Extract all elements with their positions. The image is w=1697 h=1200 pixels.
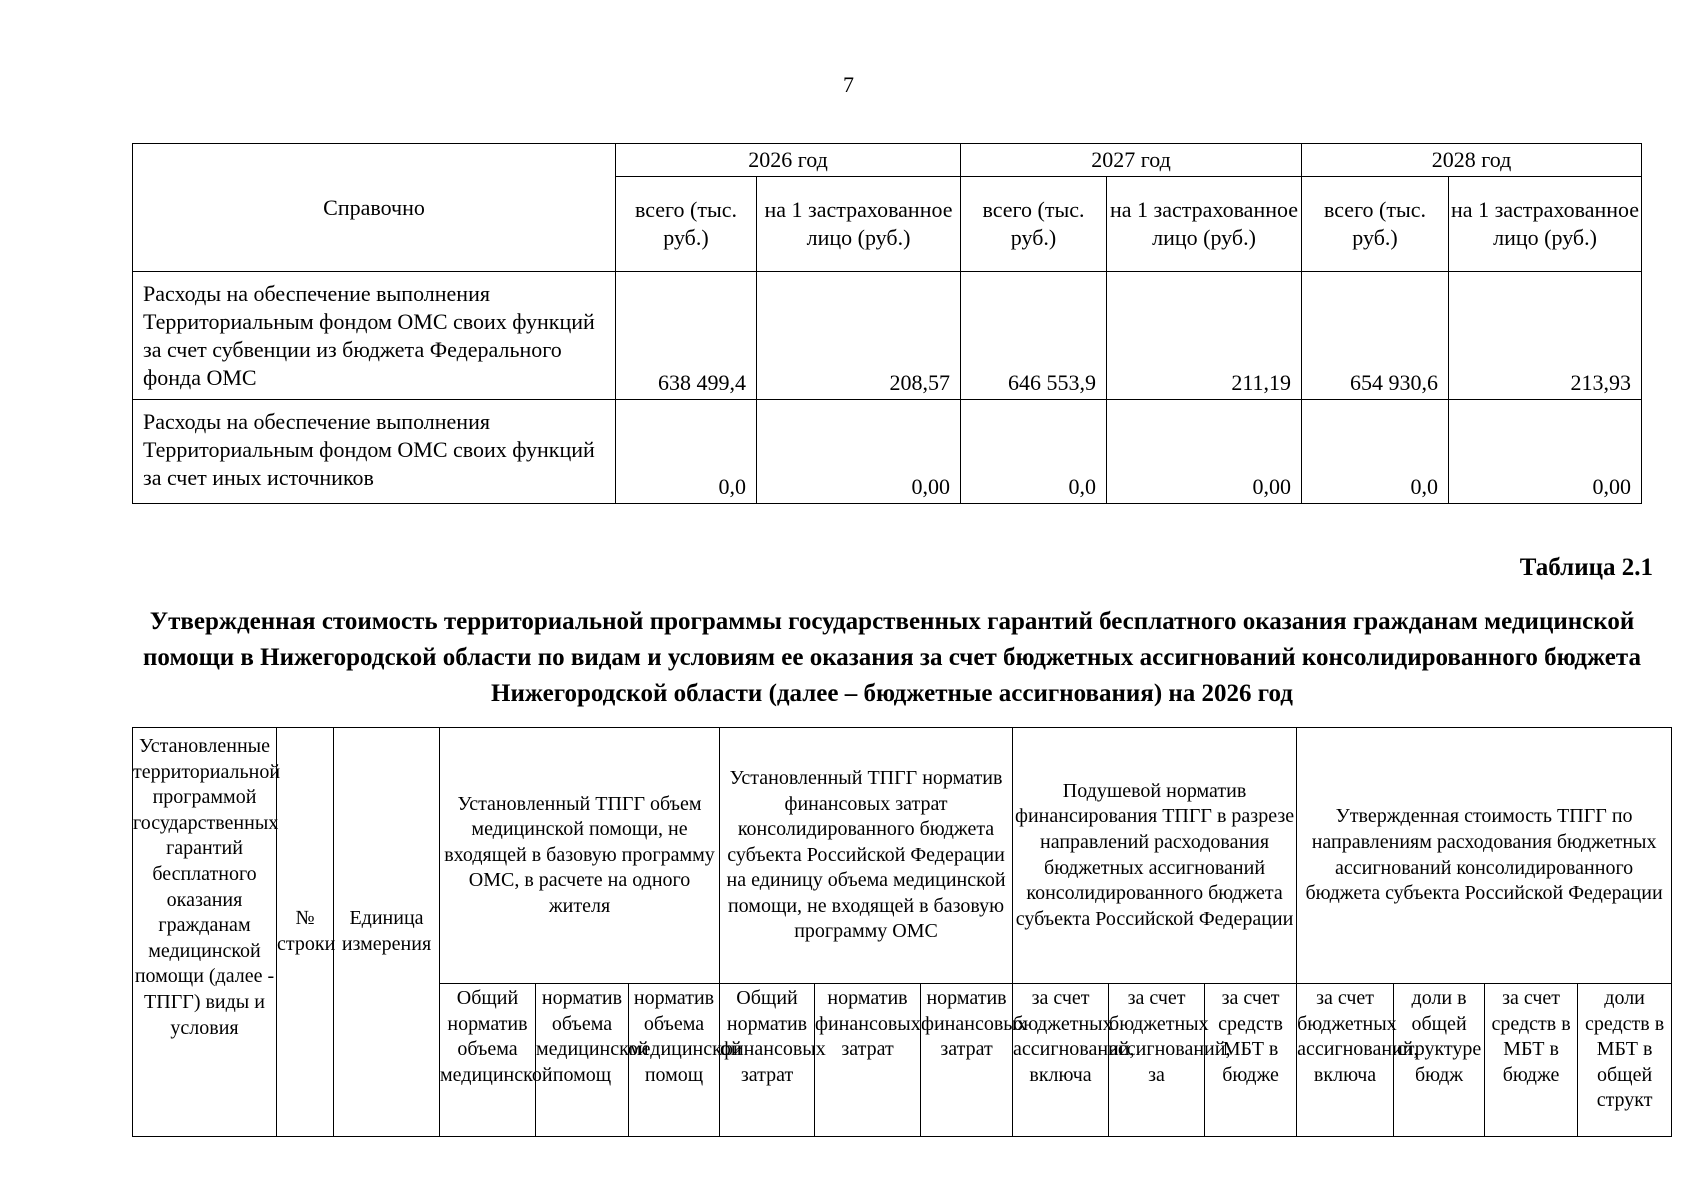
sub-header <box>629 984 742 1137</box>
cell-value: 0,0 <box>616 400 757 504</box>
row-label: Расходы на обеспечение выполнения Территориальным фондом ОМС своих функций за счет субвенции из бюджета Федерального фонда ОМС <box>133 272 616 400</box>
col-per-person-2026: на 1 застрахованное лицо (руб.) <box>757 177 961 272</box>
sub-header <box>440 984 553 1137</box>
page-number: 7 <box>843 72 854 97</box>
cell-value: 0,0 <box>961 400 1107 504</box>
table-number: Таблица 2.1 <box>1519 554 1653 581</box>
table-row <box>133 400 1642 504</box>
sub-header <box>720 984 826 1137</box>
group-cost-norm-header: Установленный ТПГГ норматив финансовых затрат консолидированного бюджета субъекта Российской Федерации на единицу объема медицинской помощи, не входящей в базовую программу ОМС <box>720 728 1013 984</box>
year-header-2028: 2028 год <box>1302 144 1642 177</box>
cell-value: 213,93 <box>1449 272 1642 400</box>
cell-value: 638 499,4 <box>616 272 757 400</box>
sub-header-text: за счет бюджетных ассигнований, включа <box>1297 987 1419 1086</box>
cell-value: 0,00 <box>757 400 961 504</box>
cell-value: 0,0 <box>1302 400 1449 504</box>
cell-value: 208,57 <box>757 272 961 400</box>
cell-value: 0,00 <box>1107 400 1302 504</box>
sub-header <box>1394 984 1485 1137</box>
col-per-person-2028: на 1 застрахованное лицо (руб.) <box>1449 177 1642 272</box>
year-header-2026: 2026 год <box>616 144 961 177</box>
sub-header-text: за счет бюджетных ассигнований, включа <box>1013 987 1135 1086</box>
col-type-label: Установленные территориальной программой государственных гарантий бесплатного оказания гражданам медицинской помощи (далее - ТПГГ) виды и условия <box>133 735 281 1039</box>
sub-header-text: за счет средств МБТ в бюдже <box>1218 987 1283 1086</box>
table-row <box>133 272 1642 400</box>
sub-header <box>1297 984 1419 1137</box>
reference-table <box>132 143 1642 504</box>
row-label: Расходы на обеспечение выполнения Территориальным фондом ОМС своих функций за счет иных источников <box>133 400 616 504</box>
sub-header-text: доли средств в МБТ в общей структ <box>1585 987 1665 1112</box>
col-total-2027: всего (тыс. руб.) <box>961 177 1107 272</box>
cell-value: 0,00 <box>1449 400 1642 504</box>
sub-header-text: Общий норматив финансовых затрат <box>720 987 826 1086</box>
sub-header-text: норматив финансовых затрат <box>921 987 1027 1061</box>
sub-header <box>815 984 921 1137</box>
sub-header <box>536 984 649 1137</box>
sub-header <box>921 984 1027 1137</box>
cell-value: 654 930,6 <box>1302 272 1449 400</box>
sub-header-text: доли в общей структуре бюдж <box>1396 987 1482 1086</box>
col-unit-header: Единица измерения <box>334 728 440 1137</box>
sub-header-text: за счет средств в МБТ в бюдже <box>1491 987 1571 1086</box>
col-per-person-2027: на 1 застрахованное лицо (руб.) <box>1107 177 1302 272</box>
table-title: Утвержденная стоимость территориальной программы государственных гарантий бесплатного оказания гражданам медицинской помощи в Нижегородской области по видам и условиям ее оказания за счет бюджетных ассигнований консолидированного бюджета Нижегородской области (далее – бюджетные ассигнования) на 2026 год <box>143 608 1641 707</box>
sub-header <box>1578 984 1672 1137</box>
sub-header-text: Общий норматив объема медицинской <box>440 987 553 1086</box>
group-per-capita-header: Подушевой норматив финансирования ТПГГ в разрезе направлений расходования бюджетных ассигнований консолидированного бюджета субъекта Российской Федерации <box>1013 728 1297 984</box>
col-row-no-header: № строки <box>277 728 334 1137</box>
col-type-header <box>133 728 281 1137</box>
main-table <box>132 727 1672 1137</box>
cell-value: 646 553,9 <box>961 272 1107 400</box>
cell-value: 211,19 <box>1107 272 1302 400</box>
col-total-2028: всего (тыс. руб.) <box>1302 177 1449 272</box>
sub-header-text: за счет бюджетных ассигнований, за <box>1109 987 1231 1086</box>
sub-header <box>1485 984 1578 1137</box>
group-volume-header: Установленный ТПГГ объем медицинской помощи, не входящей в базовую программу ОМС, в расчете на одного жителя <box>440 728 720 984</box>
reference-header-label: Справочно <box>133 144 616 272</box>
col-total-2026: всего (тыс. руб.) <box>616 177 757 272</box>
sub-header-text: норматив финансовых затрат <box>815 987 921 1061</box>
sub-header-text: норматив объема медицинской помощ <box>629 987 742 1086</box>
group-approved-header: Утвержденная стоимость ТПГГ по направлениям расходования бюджетных ассигнований консолидированного бюджета субъекта Российской Федерации <box>1297 728 1672 984</box>
sub-header <box>1205 984 1297 1137</box>
sub-header <box>1109 984 1231 1137</box>
year-header-2027: 2027 год <box>961 144 1302 177</box>
sub-header <box>1013 984 1135 1137</box>
sub-header-text: норматив объема медицинской помощ <box>536 987 649 1086</box>
